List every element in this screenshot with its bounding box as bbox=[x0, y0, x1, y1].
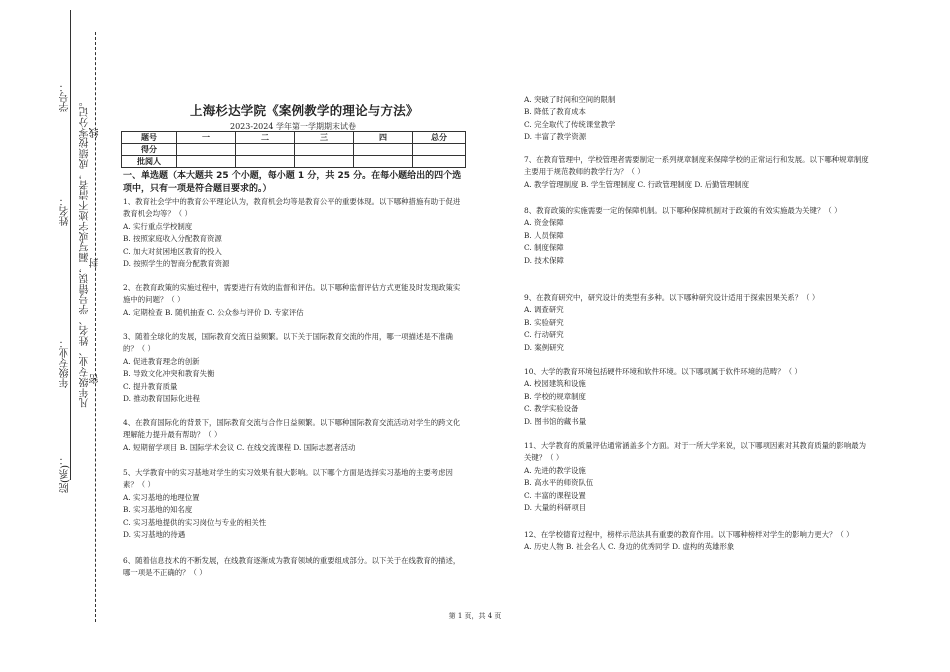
question-stem: 9、在教育研究中，研究设计的类型有多种。以下哪种研究设计适用于探索因果关系？（ ） bbox=[524, 293, 820, 302]
page-number: 第 1 页，共 4 页 bbox=[448, 612, 502, 620]
option[interactable]: D. 图书馆的藏书量 bbox=[524, 416, 587, 426]
score-cell[interactable] bbox=[413, 144, 466, 156]
question-5 bbox=[123, 467, 463, 541]
option[interactable]: C. 提升教育质量 bbox=[123, 381, 178, 391]
option[interactable]: D. 案例研究 bbox=[524, 342, 564, 352]
major-label: 年级专业： bbox=[60, 338, 71, 388]
exam-subtitle: 2023-2024 学年第一学期期末试卷 bbox=[230, 122, 356, 131]
question-stem: 4、在教育国际化的背景下，国际教育交流与合作日益频繁。以下哪种国际教育交流活动对学生的跨文化理解能力提升最有帮助？（ ） bbox=[123, 418, 461, 440]
option[interactable]: A. 调查研究 bbox=[524, 305, 564, 315]
option[interactable]: A. 实行重点学校制度 bbox=[123, 221, 193, 231]
option[interactable]: D. 实习基地的待遇 bbox=[123, 530, 186, 540]
question-6 bbox=[123, 555, 463, 580]
options-inline[interactable]: A. 短期留学项目 B. 国际学术会议 C. 在线交流课程 D. 国际志愿者活动 bbox=[123, 442, 356, 452]
question-stem: 10、大学的教育环境包括硬件环境和软件环境。以下哪项属于软件环境的范畴？（ ） bbox=[524, 367, 802, 376]
option[interactable]: B. 高水平的师资队伍 bbox=[524, 478, 594, 488]
grader-cell[interactable] bbox=[236, 156, 295, 168]
question-stem: 2、在教育政策的实施过程中，需要进行有效的监督和评估。以下哪种监督评估方式更能及时发现政策实施中的问题？（ ） bbox=[123, 283, 461, 305]
seal-feng: 封 bbox=[90, 258, 101, 268]
grader-cell[interactable] bbox=[177, 156, 236, 168]
question-6-options bbox=[524, 94, 869, 144]
option[interactable]: C. 加大对贫困地区教育的投入 bbox=[123, 246, 222, 256]
question-8 bbox=[524, 205, 869, 267]
question-7 bbox=[524, 154, 869, 191]
name-label: 姓名： bbox=[60, 196, 71, 226]
option[interactable]: D. 大量的科研项目 bbox=[524, 503, 587, 513]
option[interactable]: C. 教学实验设备 bbox=[524, 404, 579, 414]
options-inline[interactable]: A. 教学管理制度 B. 学生管理制度 C. 行政管理制度 D. 后勤管理制度 bbox=[524, 179, 750, 189]
option[interactable]: A. 资金保障 bbox=[524, 218, 564, 228]
header-cell: 二 bbox=[236, 132, 295, 144]
score-header-row bbox=[122, 132, 466, 144]
option[interactable]: A. 先进的教学设施 bbox=[524, 465, 586, 475]
seal-xian: 线 bbox=[90, 128, 101, 138]
question-stem: 11、大学教育的质量评估通常涵盖多个方面。对于一所大学来说，以下哪项因素对其教育质量的影响最为关键？（ ） bbox=[524, 441, 866, 463]
question-stem: 5、大学教育中的实习基地对学生的实习效果有很大影响。以下哪个方面是选择实习基地的主要考虑因素？（ ） bbox=[123, 468, 453, 490]
question-1 bbox=[123, 196, 463, 270]
header-cell: 四 bbox=[354, 132, 413, 144]
exam-title: 上海杉达学院《案例教学的理论与方法》 bbox=[190, 103, 419, 118]
option[interactable]: B. 实验研究 bbox=[524, 317, 564, 327]
option[interactable]: D. 按照学生的智商分配教育资源 bbox=[123, 259, 230, 269]
grader-cell[interactable] bbox=[295, 156, 354, 168]
score-cell[interactable] bbox=[177, 144, 236, 156]
question-stem: 7、在教育管理中，学校管理者需要制定一系列规章制度来保障学校的正常运行和发展。以下哪种规章制度主要用于规范教师的教学行为？（ ） bbox=[524, 155, 869, 177]
binding-cut-line bbox=[95, 32, 96, 622]
option[interactable]: C. 行动研究 bbox=[524, 330, 564, 340]
seal-mi: 密 bbox=[90, 374, 101, 384]
score-cell[interactable] bbox=[354, 144, 413, 156]
header-cell: 总分 bbox=[413, 132, 466, 144]
grader-row bbox=[122, 156, 466, 168]
question-stem: 1、教育社会学中的教育公平理论认为，教育机会均等是教育公平的重要体现。以下哪种措施有助于促进教育机会均等？（ ） bbox=[123, 197, 461, 219]
score-table bbox=[121, 131, 466, 168]
option[interactable]: A. 实习基地的地理位置 bbox=[123, 492, 200, 502]
section-heading: 一、单选题（本大题共 25 个小题，每小题 1 分，共 25 分。在每小题给出的四个选项中，只有一项是符合题目要求的。） bbox=[123, 171, 462, 194]
grader-cell[interactable] bbox=[413, 156, 466, 168]
option[interactable]: B. 学校的规章制度 bbox=[524, 391, 586, 401]
score-row bbox=[122, 144, 466, 156]
option[interactable]: B. 导致文化冲突和教育失衡 bbox=[123, 369, 215, 379]
question-stem: 12、在学校德育过程中，榜样示范法具有重要的教育作用。以下哪种榜样对学生的影响力更大？（ ） bbox=[524, 530, 854, 539]
question-9 bbox=[524, 292, 869, 354]
option[interactable]: C. 完全取代了传统课堂教学 bbox=[524, 119, 616, 129]
option[interactable]: D. 技术保障 bbox=[524, 255, 564, 265]
score-cell[interactable] bbox=[295, 144, 354, 156]
college-label: 院(系)： bbox=[60, 455, 71, 493]
score-cell[interactable] bbox=[236, 144, 295, 156]
option[interactable]: D. 推动教育国际化进程 bbox=[123, 394, 200, 404]
option[interactable]: C. 丰富的课程设置 bbox=[524, 490, 586, 500]
question-3 bbox=[123, 331, 463, 405]
option[interactable]: A. 校园建筑和设施 bbox=[524, 379, 586, 389]
question-12 bbox=[524, 529, 869, 554]
question-2 bbox=[123, 282, 463, 319]
header-cell: 三 bbox=[295, 132, 354, 144]
question-stem: 6、随着信息技术的不断发展，在线教育逐渐成为教育领域的重要组成部分。以下关于在线教育的描述，哪一项是不正确的？（ ） bbox=[123, 556, 461, 578]
question-stem: 3、随着全球化的发展，国际教育交流日益频繁。以下关于国际教育交流的作用，哪一项描述是不准确的？（ ） bbox=[123, 332, 453, 354]
option[interactable]: C. 制度保障 bbox=[524, 243, 564, 253]
option[interactable]: A. 促进教育理念的创新 bbox=[123, 356, 200, 366]
options-inline[interactable]: A. 定期检查 B. 随机抽查 C. 公众参与评价 D. 专家评估 bbox=[123, 307, 304, 317]
options-inline[interactable]: A. 历史人物 B. 社会名人 C. 身边的优秀同学 D. 虚构的英雄形象 bbox=[524, 542, 735, 552]
header-cell: 题号 bbox=[122, 132, 177, 144]
option[interactable]: C. 实习基地提供的实习岗位与专业的相关性 bbox=[123, 517, 267, 527]
question-10 bbox=[524, 366, 869, 428]
header-cell: 一 bbox=[177, 132, 236, 144]
row-label: 批阅人 bbox=[122, 156, 177, 168]
question-4 bbox=[123, 417, 463, 454]
option[interactable]: B. 按照家庭收入分配教育资源 bbox=[123, 234, 222, 244]
option[interactable]: B. 实习基地的知名度 bbox=[123, 505, 193, 515]
grader-cell[interactable] bbox=[354, 156, 413, 168]
student-id-label: 学号： bbox=[60, 82, 71, 112]
question-11 bbox=[524, 440, 869, 514]
question-stem: 8、教育政策的实施需要一定的保障机制。以下哪种保障机制对于政策的有效实施最为关键？（ ） bbox=[524, 206, 842, 215]
option[interactable]: D. 丰富了教学资源 bbox=[524, 132, 587, 142]
binding-notice: 凡年级专业、姓名、学号错误，漏写或字迹不清者，成绩按零分记。 bbox=[80, 96, 91, 408]
row-label: 得分 bbox=[122, 144, 177, 156]
option[interactable]: B. 人员保障 bbox=[524, 230, 564, 240]
binding-margin-line bbox=[70, 10, 71, 480]
option[interactable]: B. 降低了教育成本 bbox=[524, 107, 586, 117]
option[interactable]: A. 突破了时间和空间的限制 bbox=[524, 95, 616, 104]
